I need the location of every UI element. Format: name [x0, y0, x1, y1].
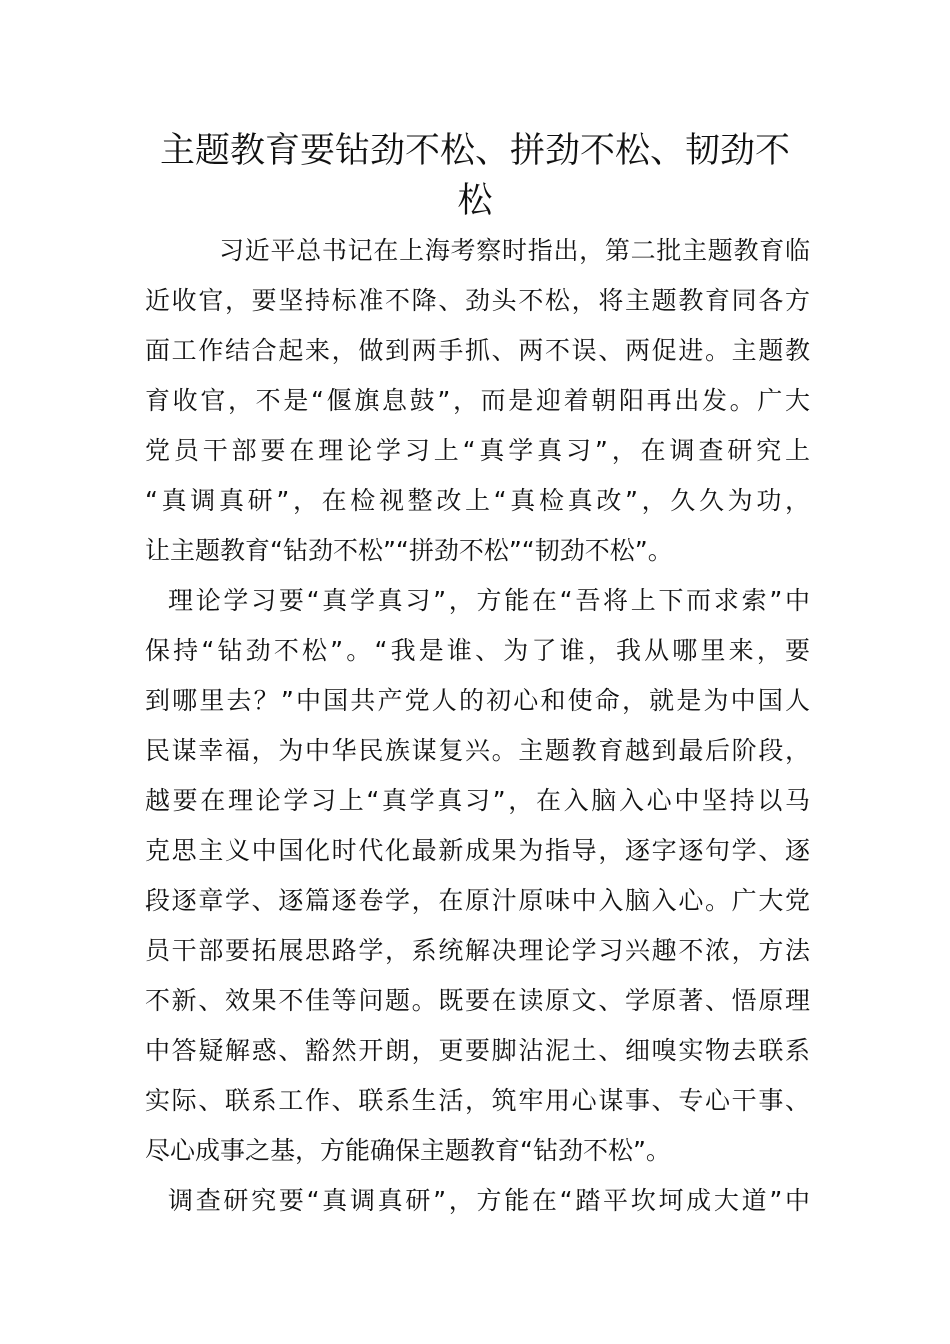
paragraph-1-line: “真调真研”，在检视整改上“真检真改”，久久为功，	[145, 486, 810, 515]
paragraph-2-line: 段逐章学、逐篇逐卷学，在原汁原味中入脑入心。广大党	[145, 886, 810, 915]
paragraph-2-line: 实际、联系工作、联系生活，筑牢用心谋事、专心干事、	[145, 1086, 810, 1115]
paragraph-2-line: 民谋幸福，为中华民族谋复兴。主题教育越到最后阶段，	[145, 736, 810, 765]
paragraph-1-line: 习近平总书记在上海考察时指出，第二批主题教育临	[219, 236, 810, 265]
document-title	[150, 126, 800, 226]
paragraph-2-line: 理论学习要“真学真习”，方能在“吾将上下而求索”中	[168, 586, 810, 615]
paragraph-2-line: 克思主义中国化时代化最新成果为指导，逐字逐句学、逐	[145, 836, 810, 865]
paragraph-1-line: 育收官，不是“偃旗息鼓”，而是迎着朝阳再出发。广大	[145, 386, 810, 415]
paragraph-2-line: 保持“钻劲不松”。“我是谁、为了谁，我从哪里来，要	[145, 636, 810, 665]
title-line: 松	[457, 181, 493, 221]
paragraph-3-line: 调查研究要“真调真研”，方能在“踏平坎坷成大道”中	[168, 1186, 810, 1215]
paragraph-2-line: 越要在理论学习上“真学真习”，在入脑入心中坚持以马	[145, 786, 810, 815]
paragraph-2-line: 到哪里去？”中国共产党人的初心和使命，就是为中国人	[145, 686, 810, 715]
paragraph-1-line: 面工作结合起来，做到两手抓、两不误、两促进。主题教	[145, 336, 810, 365]
paragraph-2-line: 员干部要拓展思路学，系统解决理论学习兴趣不浓，方法	[145, 936, 810, 965]
paragraph-1-line: 党员干部要在理论学习上“真学真习”，在调查研究上	[145, 436, 810, 465]
title-line: 主题教育要钻劲不松、拼劲不松、韧劲不	[159, 131, 790, 171]
paragraph-2-line: 中答疑解惑、豁然开朗，更要脚沾泥土、细嗅实物去联系	[145, 1036, 810, 1065]
paragraph-1-line: 近收官，要坚持标准不降、劲头不松，将主题教育同各方	[145, 286, 810, 315]
paragraph-2-line: 不新、效果不佳等问题。既要在读原文、学原著、悟原理	[145, 986, 810, 1015]
paragraph-2-line: 尽心成事之基，方能确保主题教育“钻劲不松”。	[145, 1136, 671, 1165]
paragraph-1-line: 让主题教育“钻劲不松”“拼劲不松”“韧劲不松”。	[145, 536, 673, 565]
